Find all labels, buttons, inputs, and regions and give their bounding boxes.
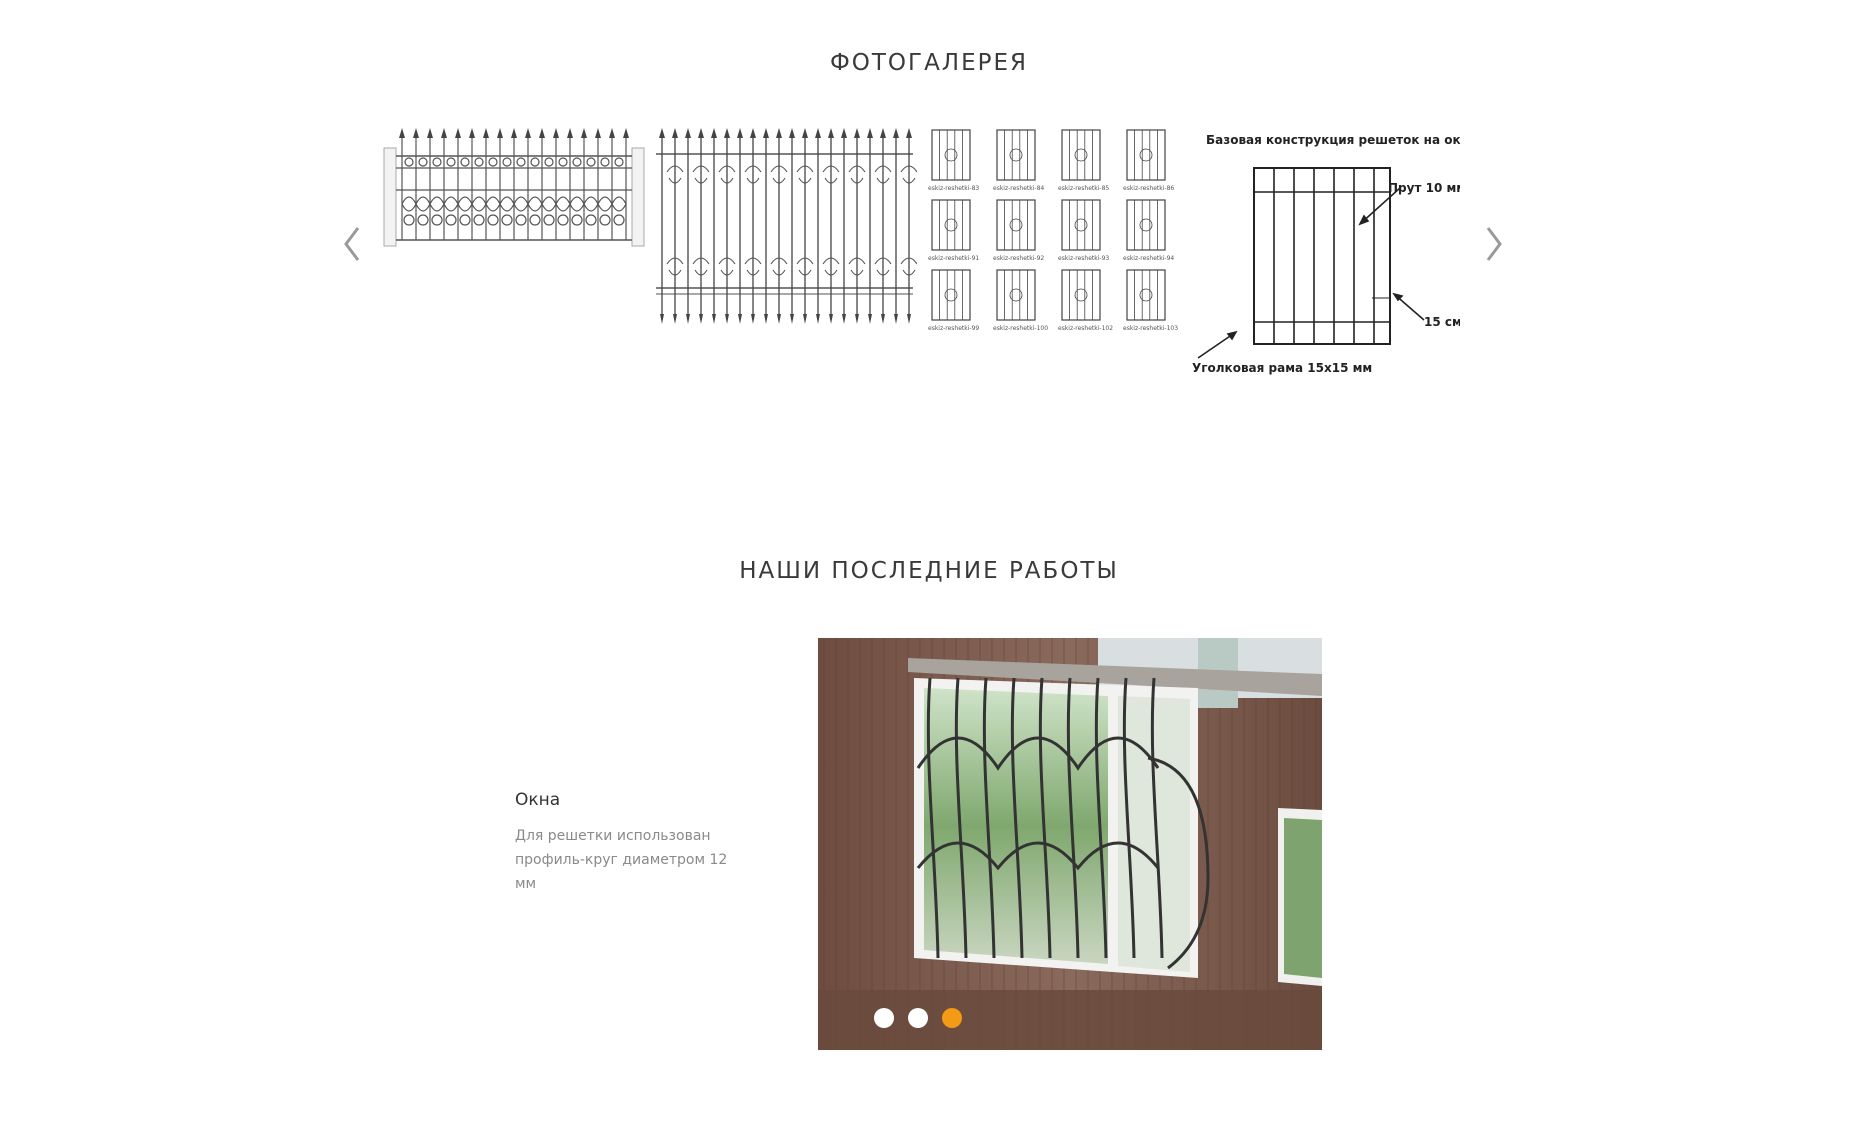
scheme-label-gap: 15 см	[1424, 315, 1460, 329]
sketch-caption: eskiz-reshetki-84	[993, 185, 1045, 192]
work-item-text	[515, 790, 735, 896]
sketch-thumb	[1123, 270, 1178, 332]
gallery-prev-button[interactable]	[340, 224, 366, 264]
sketch-caption: eskiz-reshetki-83	[928, 185, 980, 192]
sketch-caption: eskiz-reshetki-86	[1123, 185, 1175, 192]
work-photo-slider[interactable]	[818, 638, 1322, 1050]
slider-dot-2[interactable]	[908, 1008, 928, 1028]
fence-drawing	[382, 128, 646, 378]
sketch-thumb	[993, 200, 1044, 262]
sketch-caption: eskiz-reshetki-99	[928, 325, 980, 332]
gallery-thumb-basic-scheme[interactable]	[1192, 128, 1460, 378]
slider-dot-1[interactable]	[874, 1008, 894, 1028]
works-title: НАШИ ПОСЛЕДНИЕ РАБОТЫ	[739, 558, 1119, 584]
gallery-thumb-fence-decorative[interactable]	[382, 128, 646, 378]
sketch-caption: eskiz-reshetki-93	[1058, 255, 1110, 262]
sketch-caption: eskiz-reshetki-100	[993, 325, 1049, 332]
scheme-label-frame: Уголковая рама 15х15 мм	[1192, 361, 1373, 375]
scheme-label-rod: Прут 10 мм	[1388, 181, 1460, 195]
sketch-thumb	[993, 130, 1044, 192]
sketch-grid	[924, 128, 1186, 378]
chevron-right-icon	[1480, 224, 1506, 264]
sketch-thumb	[1123, 130, 1174, 192]
sketch-thumb	[928, 270, 979, 332]
gallery-title: ФОТОГАЛЕРЕЯ	[829, 50, 1029, 76]
sketch-thumb	[1058, 270, 1113, 332]
work-photo-image	[818, 638, 1322, 1050]
slider-dots	[874, 1008, 962, 1028]
work-item-description: Для решетки использован профиль-круг диаметром 12 мм	[515, 828, 728, 892]
sketch-thumb	[993, 270, 1048, 332]
slider-dot-3[interactable]	[942, 1008, 962, 1028]
work-item-title: Окна	[515, 790, 561, 810]
sketch-caption: eskiz-reshetki-85	[1058, 185, 1110, 192]
sketch-thumb	[1058, 200, 1109, 262]
sketch-caption: eskiz-reshetki-92	[993, 255, 1045, 262]
sketch-caption: eskiz-reshetki-91	[928, 255, 980, 262]
scheme-heading: Базовая конструкция решеток на окна	[1206, 133, 1460, 147]
sketch-caption: eskiz-reshetki-102	[1058, 325, 1114, 332]
sketch-thumb	[1123, 200, 1174, 262]
sketch-caption: eskiz-reshetki-94	[1123, 255, 1175, 262]
chevron-left-icon	[340, 224, 366, 264]
gallery-next-button[interactable]	[1480, 224, 1506, 264]
sketch-caption: eskiz-reshetki-103	[1123, 325, 1179, 332]
fence-drawing	[652, 128, 917, 378]
sketch-thumb	[928, 130, 979, 192]
sketch-thumb	[1058, 130, 1109, 192]
scheme-drawing	[1192, 128, 1460, 378]
gallery-thumb-sketches[interactable]	[924, 128, 1186, 378]
gallery-thumb-fence-pikes[interactable]	[652, 128, 917, 378]
sketch-thumb	[928, 200, 979, 262]
